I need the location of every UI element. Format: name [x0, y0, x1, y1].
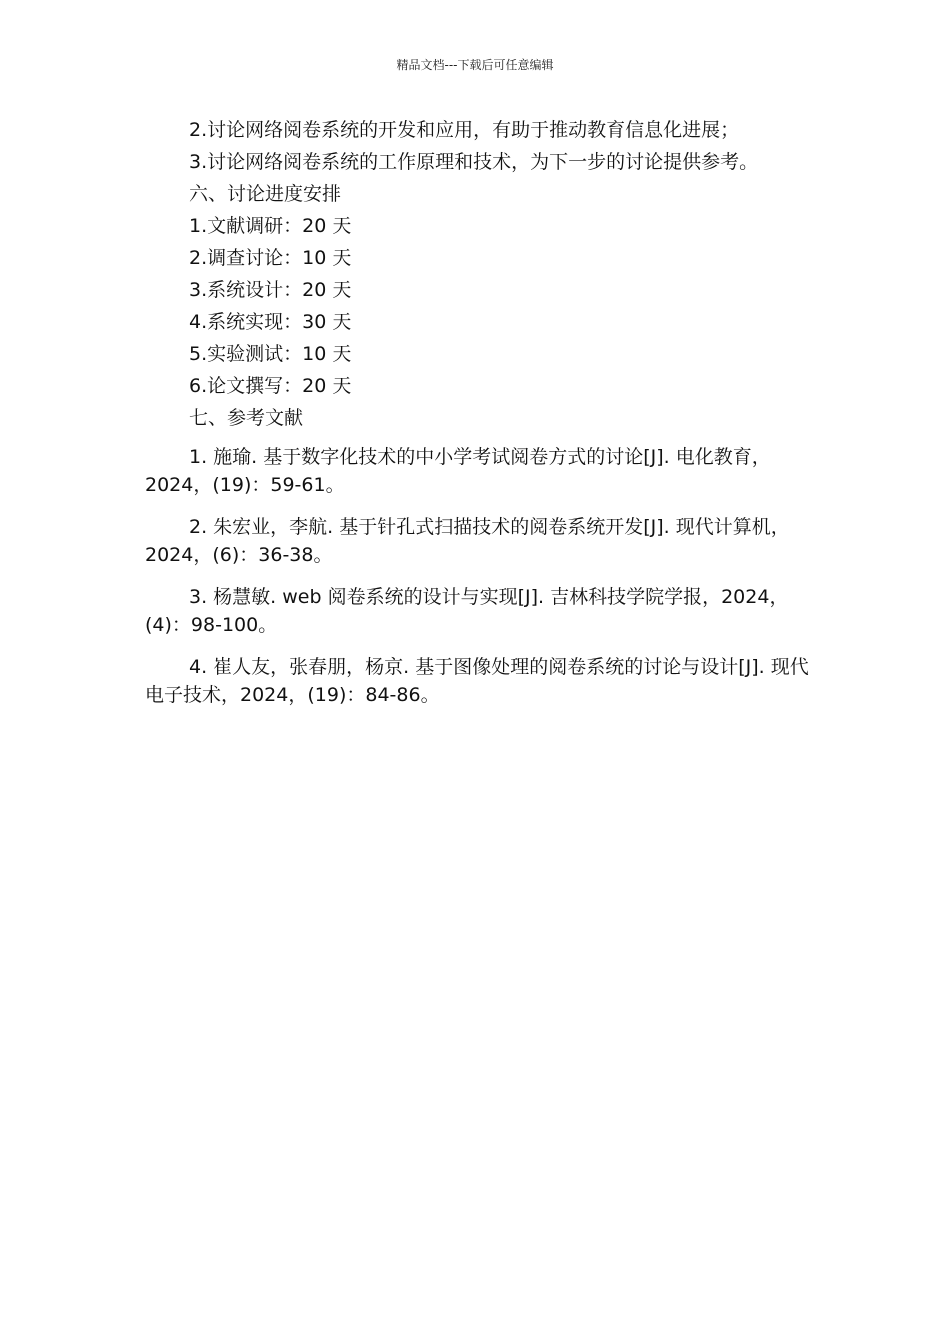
- page-header: 精品文档---下载后可任意编辑: [396, 58, 554, 72]
- reference-item: 3. 杨慧敏. web 阅卷系统的设计与实现[J]. 吉林科技学院学报，2024，(4)：98-100。: [145, 586, 789, 636]
- reference-item: 2. 朱宏业，李航. 基于针孔式扫描技术的阅卷系统开发[J]. 现代计算机，2024，(6)：36-38。: [145, 516, 790, 566]
- list-item: 2.讨论网络阅卷系统的开发和应用，有助于推动教育信息化进展；: [189, 119, 740, 141]
- schedule-item: 6.论文撰写：20 天: [189, 375, 352, 397]
- schedule-item: 2.调查讨论：10 天: [189, 247, 352, 269]
- reference-list: [145, 443, 810, 709]
- section-heading: 七、参考文献: [189, 407, 304, 429]
- schedule-item: 4.系统实现：30 天: [189, 311, 352, 333]
- schedule-item: 1.文献调研：20 天: [189, 215, 352, 237]
- schedule-item: 3.系统设计：20 天: [189, 279, 352, 301]
- document-body: [145, 114, 810, 723]
- list-item: 3.讨论网络阅卷系统的工作原理和技术，为下一步的讨论提供参考。: [189, 151, 759, 173]
- reference-item: 1. 施瑜. 基于数字化技术的中小学考试阅卷方式的讨论[J]. 电化教育，2024，(19)：59-61。: [145, 446, 771, 496]
- section-heading: 六、讨论进度安排: [189, 183, 342, 205]
- reference-item: 4. 崔人友，张春朋，杨京. 基于图像处理的阅卷系统的讨论与设计[J]. 现代电子技术，2024，(19)：84-86。: [145, 656, 809, 706]
- schedule-item: 5.实验测试：10 天: [189, 343, 352, 365]
